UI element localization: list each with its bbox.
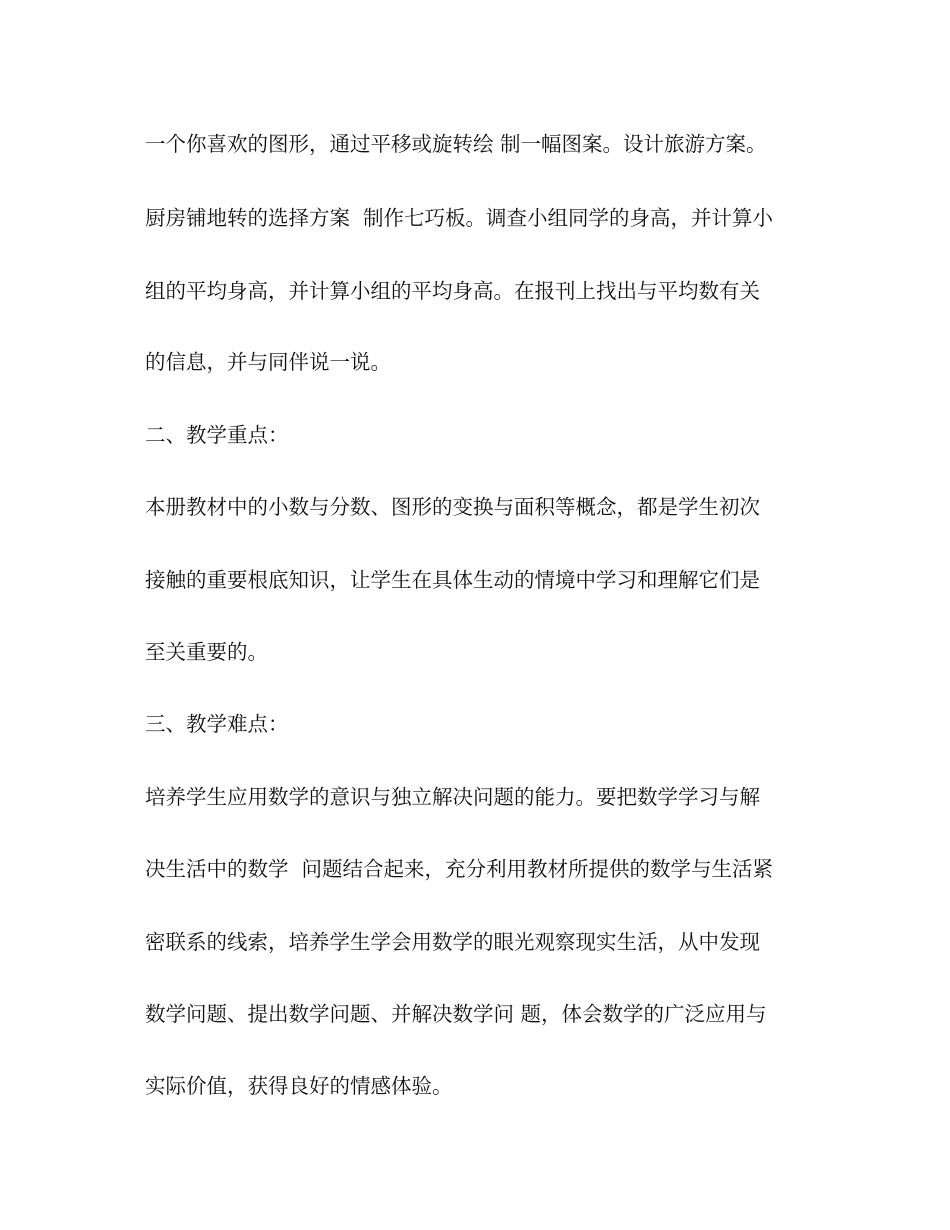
section-heading-difficulties: 三、教学难点：	[145, 712, 289, 736]
text-line-7: 接触的重要根底知识，让学生在具体生动的情境中学习和理解它们是	[145, 568, 760, 592]
text-line-10: 培养学生应用数学的意识与独立解决问题的能力。要把数学学习与解	[145, 785, 760, 809]
text-line-13: 数学问题、提出数学问题、并解决数学问 题，体会数学的广泛应用与	[145, 1002, 767, 1026]
text-line-4: 的信息，并与同伴说一说。	[145, 350, 391, 374]
text-line-11: 决生活中的数学 问题结合起来，充分利用教材所提供的数学与生活紧	[145, 857, 774, 881]
text-line-6: 本册教材中的小数与分数、图形的变换与面积等概念，都是学生初次	[145, 495, 760, 519]
text-line-2: 厨房铺地转的选择方案 制作七巧板。调查小组同学的身高，并计算小	[145, 206, 774, 230]
text-line-12: 密联系的线索，培养学生学会用数学的眼光观察现实生活，从中发现	[145, 930, 760, 954]
text-line-3: 组的平均身高，并计算小组的平均身高。在报刊上找出与平均数有关	[145, 279, 760, 303]
text-line-8: 至关重要的。	[145, 640, 268, 664]
text-line-1: 一个你喜欢的图形，通过平移或旋转绘 制一幅图案。设计旅游方案。	[145, 132, 767, 156]
text-line-14: 实际价值，获得良好的情感体验。	[145, 1074, 453, 1098]
section-heading-key-points: 二、教学重点：	[145, 423, 289, 447]
